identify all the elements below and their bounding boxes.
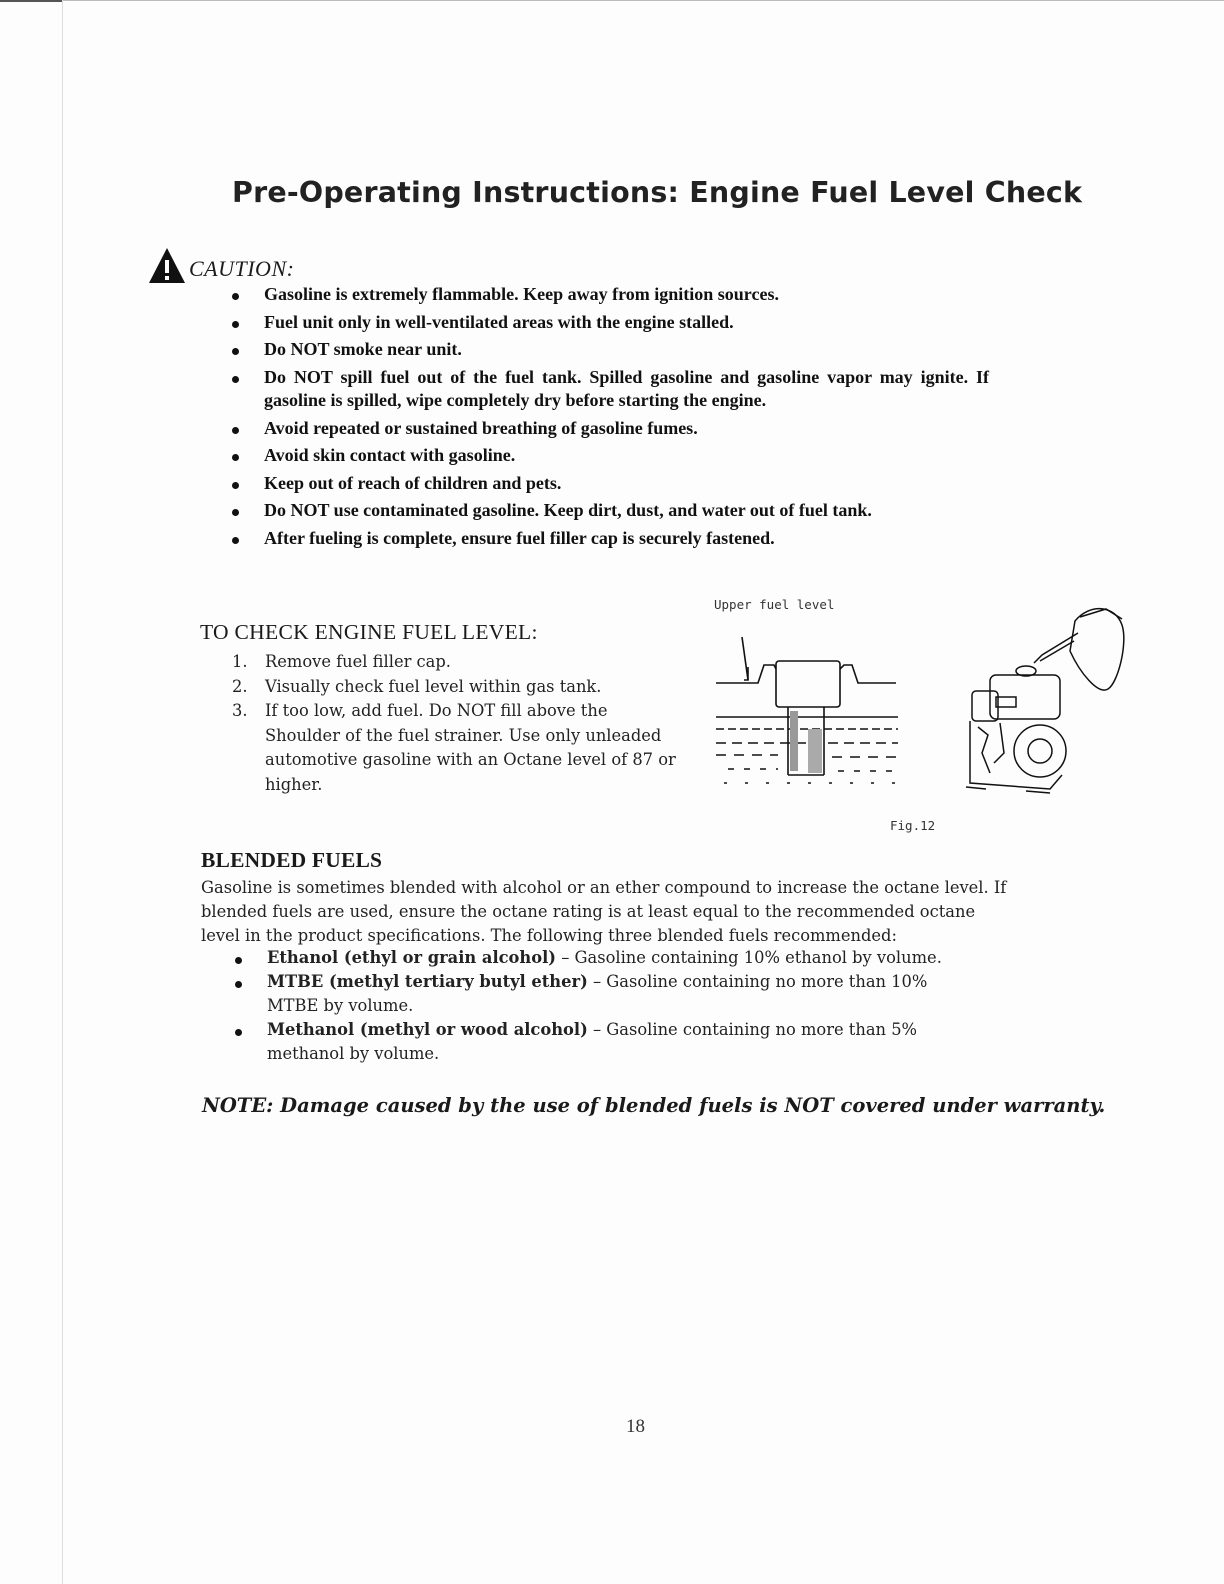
list-item (229, 311, 989, 335)
step-text: Remove fuel filler cap. (265, 652, 451, 671)
upper-fuel-level-label: Upper fuel level (714, 597, 835, 612)
page-title: Pre-Operating Instructions: Engine Fuel Level Check (232, 176, 1083, 209)
caution-list (229, 283, 989, 554)
step-item (232, 699, 682, 797)
fuel-level-figure (708, 595, 1128, 840)
list-item (234, 970, 974, 1018)
bullet-icon (232, 376, 239, 383)
list-item (229, 472, 989, 496)
fuel-description: – Gasoline containing no more than 5% methanol by volume. (267, 1020, 918, 1063)
list-item (234, 946, 974, 970)
list-item (229, 366, 989, 413)
list-item (229, 444, 989, 468)
bullet-icon (235, 1029, 242, 1036)
bullet-icon (232, 482, 239, 489)
step-number: 2. (232, 676, 248, 696)
list-item-text: Do NOT spill fuel out of the fuel tank. Spilled gasoline and gasoline vapor may ignite. If gasoline is spilled, wipe completely dry before starting the engine. (264, 366, 989, 410)
step-number: 1. (232, 652, 248, 671)
list-item-text: Fuel unit only in well-ventilated areas with the engine stalled. (264, 311, 734, 332)
list-item (229, 417, 989, 441)
bullet-icon (232, 293, 239, 300)
blended-fuels-list (234, 946, 974, 1066)
step-item (232, 650, 682, 675)
list-item (229, 499, 989, 523)
list-item (234, 1018, 974, 1066)
check-heading: TO CHECK ENGINE FUEL LEVEL: (200, 620, 538, 644)
bullet-icon (232, 509, 239, 516)
blended-fuels-intro: Gasoline is sometimes blended with alcohol or an ether compound to increase the octane level. If blended fuels are used, ensure the octane rating is at least equal to the recommended octane level in the product specifications. The following three blended fuels recommended: (201, 878, 1007, 945)
list-item-text: Do NOT smoke near unit. (264, 339, 462, 359)
step-number: 3. (232, 701, 248, 720)
fuel-term: Ethanol (ethyl or grain alcohol) (267, 948, 557, 967)
fuel-term: MTBE (methyl tertiary butyl ether) (267, 972, 588, 991)
bullet-icon (232, 537, 239, 544)
bullet-icon (232, 454, 239, 461)
step-item (232, 675, 682, 700)
check-steps (232, 650, 682, 797)
list-item (229, 527, 989, 551)
list-item-text: After fueling is complete, ensure fuel filler cap is securely fastened. (264, 527, 775, 548)
page-number: 18 (626, 1416, 645, 1437)
list-item-text: Avoid skin contact with gasoline. (264, 445, 516, 465)
list-item (229, 338, 989, 362)
bullet-icon (232, 427, 239, 434)
list-item-text: Gasoline is extremely flammable. Keep away from ignition sources. (264, 284, 779, 304)
bullet-icon (235, 981, 242, 988)
list-item-text: Keep out of reach of children and pets. (264, 472, 562, 493)
list-item (229, 283, 989, 307)
bullet-icon (232, 321, 239, 328)
list-item-text: Avoid repeated or sustained breathing of gasoline fumes. (264, 417, 698, 438)
caution-header (148, 246, 294, 284)
bullet-icon (235, 957, 242, 964)
scan-margin-line (62, 0, 63, 1584)
caution-label: CAUTION: (189, 256, 295, 281)
scan-edge-line (62, 0, 1224, 1)
fuel-description: – Gasoline containing no more than 10% MTBE by volume. (267, 972, 928, 1015)
engine-refueling-illustration (930, 603, 1130, 803)
fuel-tank-diagram (708, 625, 908, 835)
warning-triangle-icon (148, 246, 186, 284)
bullet-icon (232, 348, 239, 355)
step-text: Visually check fuel level within gas tank. (265, 676, 602, 696)
fuel-term: Methanol (methyl or wood alcohol) (267, 1020, 588, 1039)
step-text: If too low, add fuel. Do NOT fill above the Shoulder of the fuel strainer. Use only unleaded automotive gasoline with an Octane level of 87 or higher. (265, 701, 676, 794)
list-item-text: Do NOT use contaminated gasoline. Keep dirt, dust, and water out of fuel tank. (264, 500, 872, 520)
scan-edge (0, 0, 62, 2)
figure-caption: Fig.12 (890, 818, 936, 833)
blended-fuels-heading: BLENDED FUELS (201, 848, 383, 872)
fuel-description: – Gasoline containing 10% ethanol by volume. (556, 948, 942, 967)
warranty-note: NOTE: Damage caused by the use of blended fuels is NOT covered under warranty. (202, 1094, 1106, 1117)
